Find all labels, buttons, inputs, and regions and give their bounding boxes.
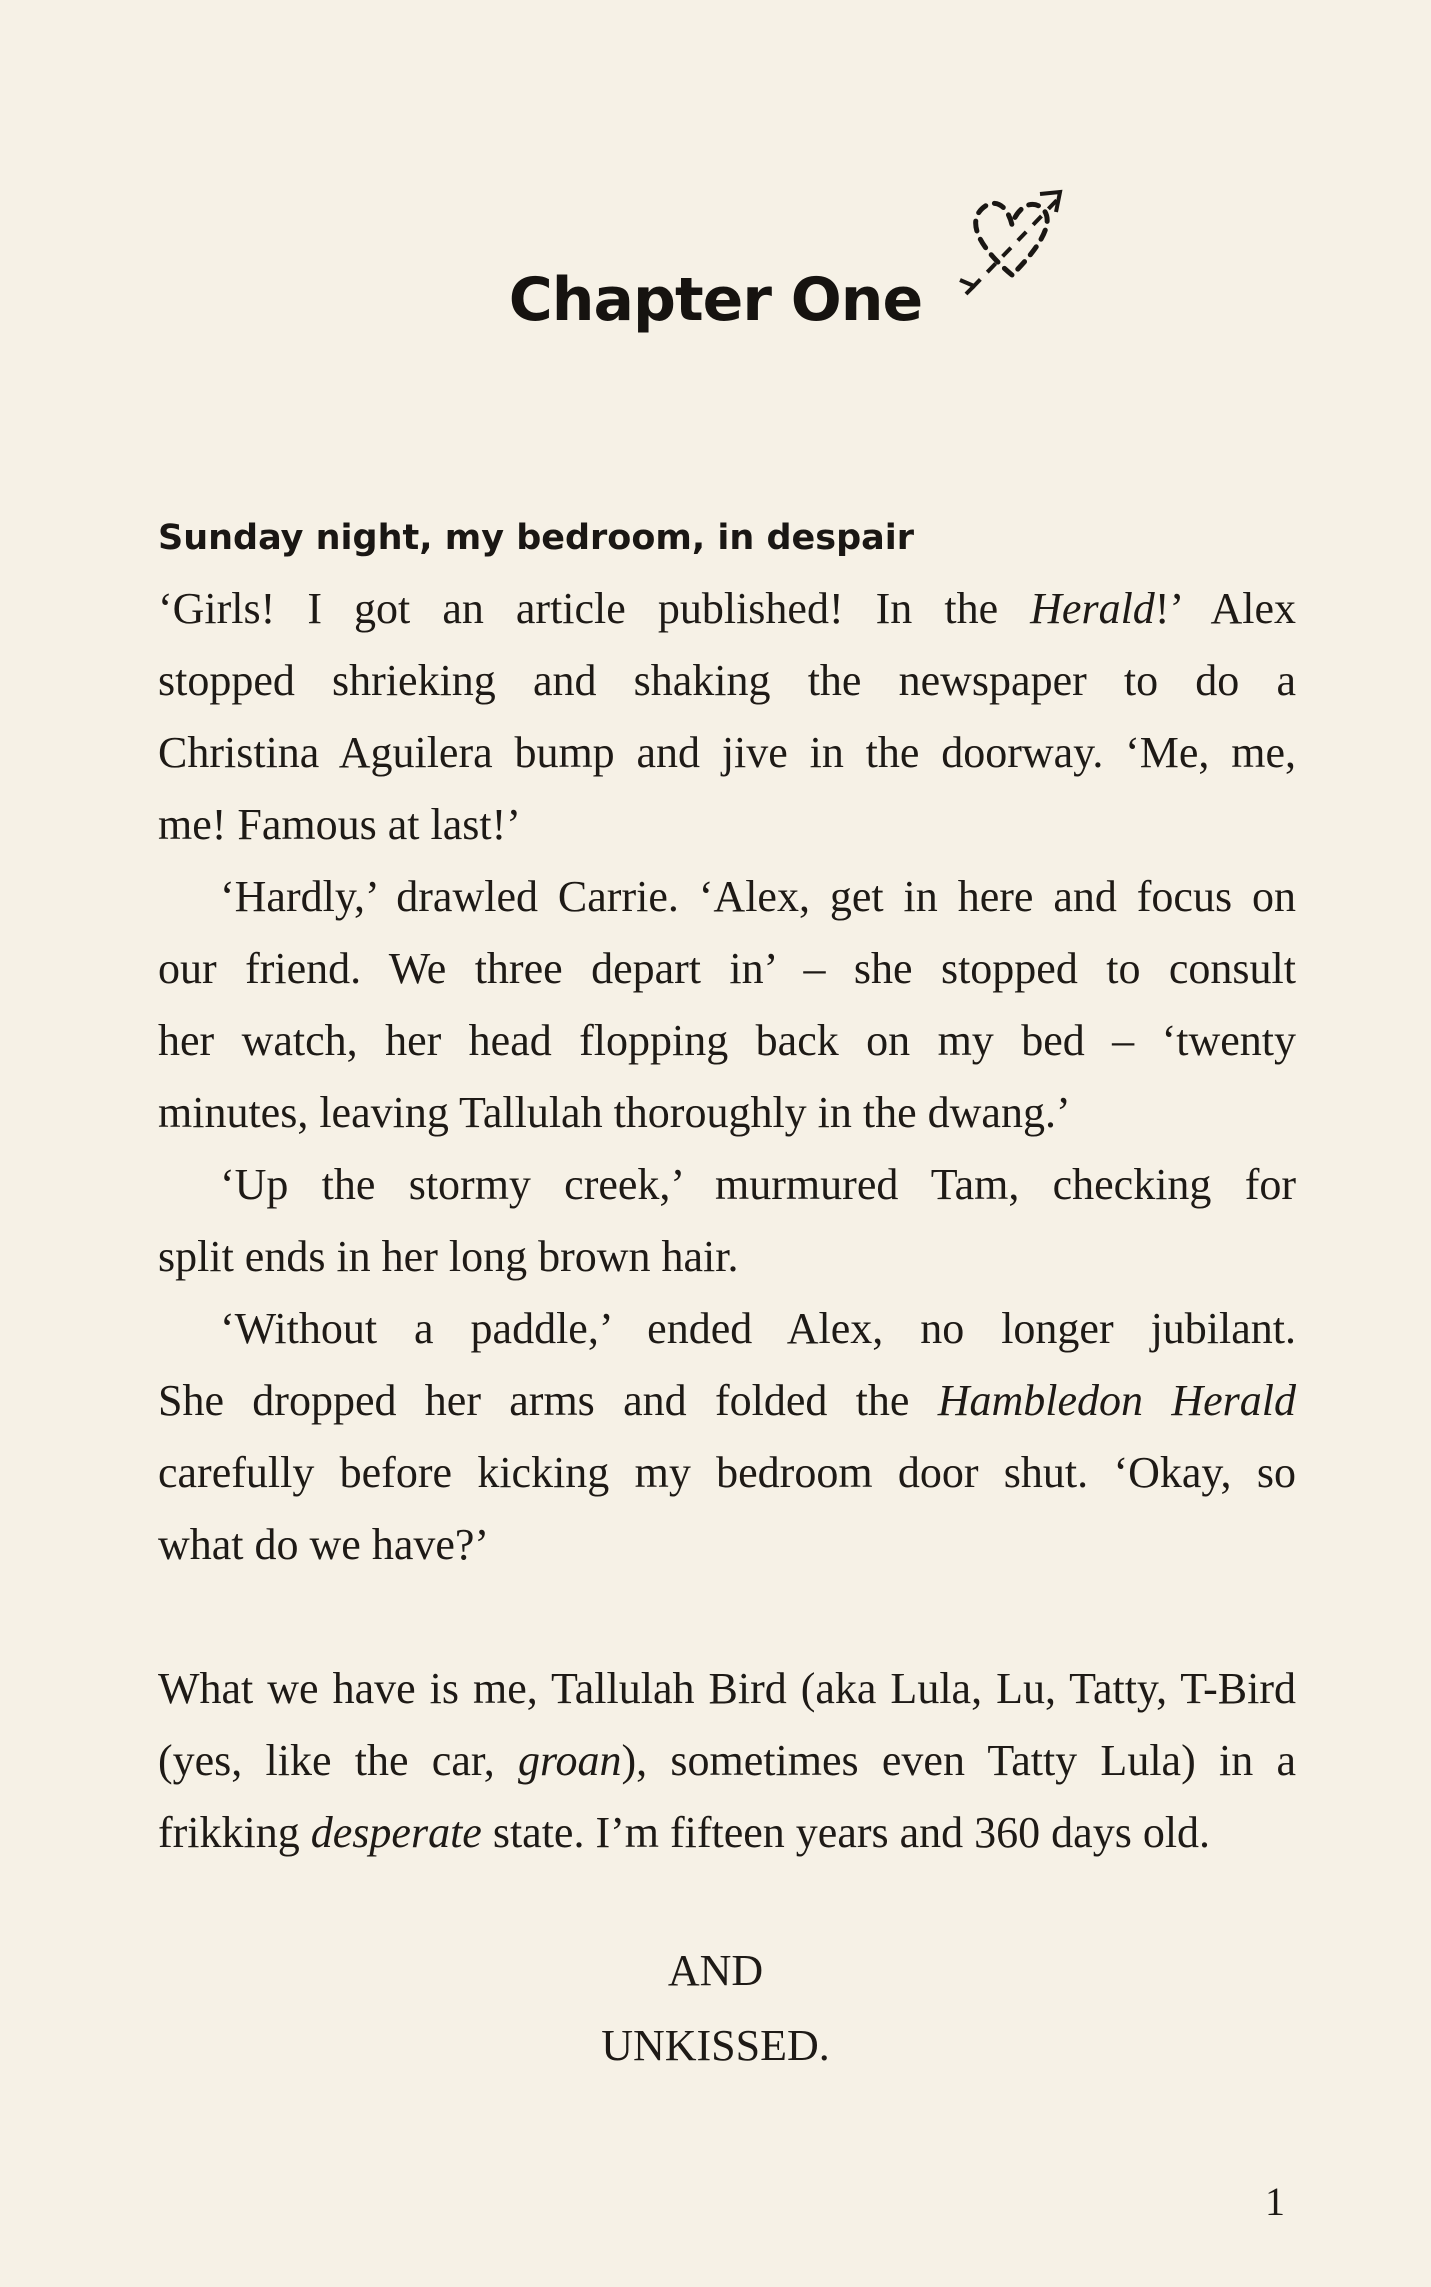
text: ‘Girls! I got an article published! In the bbox=[158, 584, 1031, 633]
text-line: minutes, leaving Tallulah thoroughly in the dwang.’ bbox=[158, 1088, 1071, 1137]
text-line: ‘Hardly,’ drawled Carrie. ‘Alex, get in here and focus on bbox=[220, 872, 1296, 921]
page-number: 1 bbox=[1265, 2179, 1285, 2224]
text: She dropped her arms and folded the bbox=[158, 1376, 938, 1425]
paragraph-1 bbox=[158, 573, 1296, 789]
ending-line-2: UNKISSED. bbox=[601, 2021, 830, 2070]
text: (yes, like the car, bbox=[158, 1736, 519, 1785]
text: ), sometimes even Tatty Lula) in a bbox=[621, 1736, 1296, 1785]
text-line: ‘Up the stormy creek,’ murmured Tam, checking for bbox=[220, 1160, 1296, 1209]
paragraph-5 bbox=[158, 1653, 1296, 1797]
text: state. I’m fifteen years and 360 days old. bbox=[481, 1808, 1211, 1857]
italic-text: Hambledon Herald bbox=[937, 1376, 1296, 1425]
paragraph-3 bbox=[158, 1149, 1296, 1221]
text-line: Christina Aguilera bump and jive in the doorway. ‘Me, me, bbox=[158, 728, 1296, 777]
italic-text: Herald bbox=[1030, 584, 1155, 633]
text: frikking bbox=[158, 1808, 311, 1857]
text-line: her watch, her head flopping back on my bed – ‘twenty bbox=[158, 1016, 1296, 1065]
text-line: What we have is me, Tallulah Bird (aka Lula, Lu, Tatty, T-Bird bbox=[158, 1664, 1296, 1713]
italic-text: desperate bbox=[310, 1808, 482, 1857]
text: !’ Alex bbox=[1154, 584, 1296, 633]
chapter-title: Chapter One bbox=[508, 265, 923, 335]
paragraph-3-end bbox=[158, 1221, 1296, 1293]
text-line: what do we have?’ bbox=[158, 1520, 490, 1569]
paragraph-2-end bbox=[158, 1077, 1296, 1149]
paragraph-1-end bbox=[158, 789, 1296, 861]
section-heading: Sunday night, my bedroom, in despair bbox=[158, 518, 915, 558]
paragraph-2 bbox=[158, 861, 1296, 1077]
ending-line-1: AND bbox=[667, 1946, 764, 1995]
italic-text: groan bbox=[518, 1736, 622, 1785]
paragraph-4 bbox=[158, 1293, 1296, 1509]
text-line: me! Famous at last!’ bbox=[158, 800, 521, 849]
text-line: stopped shrieking and shaking the newspaper to do a bbox=[158, 656, 1296, 705]
paragraph-4-end bbox=[158, 1509, 1296, 1581]
paragraph-5-end bbox=[158, 1797, 1296, 1869]
text-line: ‘Without a paddle,’ ended Alex, no longer jubilant. bbox=[220, 1304, 1296, 1353]
text-line: split ends in her long brown hair. bbox=[158, 1232, 739, 1281]
text-line: our friend. We three depart in’ – she stopped to consult bbox=[158, 944, 1296, 993]
text-line: carefully before kicking my bedroom door shut. ‘Okay, so bbox=[158, 1448, 1296, 1497]
